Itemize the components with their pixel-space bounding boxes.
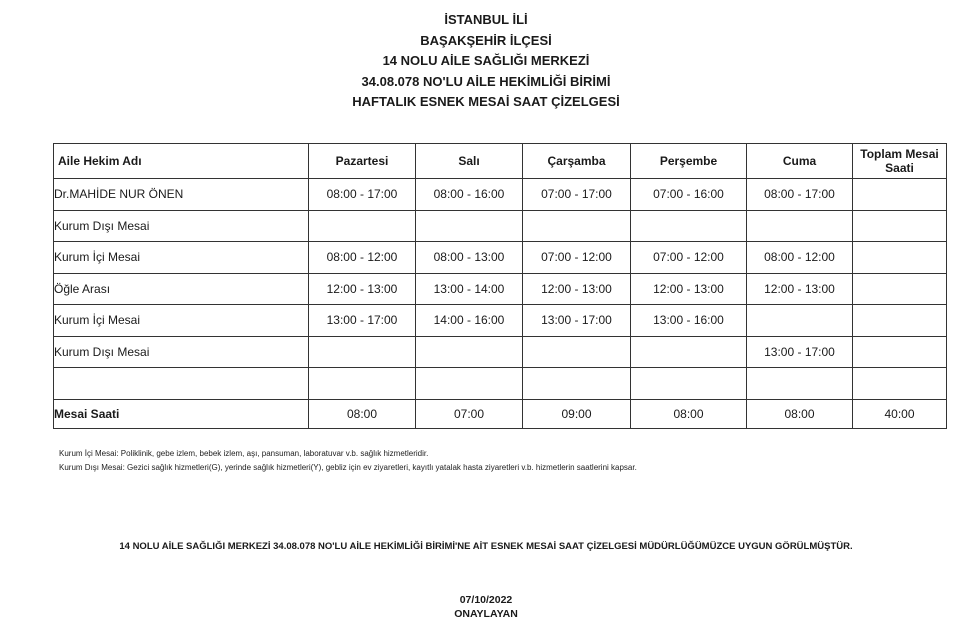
- time-cell: 13:00 - 17:00: [523, 305, 631, 337]
- daily-hours-cell: 07:00: [416, 399, 523, 428]
- time-cell: 13:00 - 16:00: [631, 305, 747, 337]
- total-cell: [853, 242, 947, 274]
- time-cell: 12:00 - 13:00: [523, 273, 631, 305]
- time-cell: 08:00 - 13:00: [416, 242, 523, 274]
- table-row: [54, 273, 947, 305]
- time-cell: 13:00 - 17:00: [309, 305, 416, 337]
- working-hours-label: Mesai Saati: [54, 399, 309, 428]
- daily-hours-cell: 08:00: [309, 399, 416, 428]
- day-header-thursday: Perşembe: [631, 144, 747, 179]
- time-cell: [416, 210, 523, 242]
- row-label: [54, 368, 309, 400]
- header-unit: 34.08.078 NO'LU AİLE HEKİMLİĞİ BİRİMİ: [361, 73, 611, 89]
- daily-hours-cell: 08:00: [631, 399, 747, 428]
- footnote-internal-work: Kurum İçi Mesai: Poliklinik, gebe izlem, bebek izlem, aşı, pansuman, laboratuvar v.b. sağlık hizmetleridir.: [59, 449, 429, 458]
- time-cell: [747, 368, 853, 400]
- time-cell: 12:00 - 13:00: [309, 273, 416, 305]
- table-row: [54, 368, 947, 400]
- table-row: [54, 305, 947, 337]
- total-cell: [853, 368, 947, 400]
- time-cell: [416, 336, 523, 368]
- time-cell: [747, 305, 853, 337]
- time-cell: 08:00 - 12:00: [747, 242, 853, 274]
- time-cell: 07:00 - 16:00: [631, 179, 747, 211]
- time-cell: [523, 210, 631, 242]
- time-cell: 07:00 - 12:00: [523, 242, 631, 274]
- total-hours-header: Toplam Mesai Saati: [853, 144, 947, 179]
- time-cell: [631, 210, 747, 242]
- time-cell: [747, 210, 853, 242]
- approval-date: 07/10/2022: [459, 594, 513, 606]
- row-label: Kurum İçi Mesai: [54, 242, 309, 274]
- time-cell: [523, 336, 631, 368]
- header-schedule-title: HAFTALIK ESNEK MESAİ SAAT ÇİZELGESİ: [352, 94, 620, 110]
- time-cell: 08:00 - 17:00: [309, 179, 416, 211]
- table-row: [54, 242, 947, 274]
- time-cell: 08:00 - 17:00: [747, 179, 853, 211]
- total-cell: [853, 179, 947, 211]
- day-header-wednesday: Çarşamba: [523, 144, 631, 179]
- working-hours-row: [54, 399, 947, 428]
- header-health-center: 14 NOLU AİLE SAĞLIĞI MERKEZİ: [382, 53, 590, 69]
- day-header-tuesday: Salı: [416, 144, 523, 179]
- total-cell: [853, 273, 947, 305]
- row-label: Dr.MAHİDE NUR ÖNEN: [54, 179, 309, 211]
- time-cell: 07:00 - 12:00: [631, 242, 747, 274]
- daily-hours-cell: 09:00: [523, 399, 631, 428]
- name-column-header: Aile Hekim Adı: [54, 144, 309, 179]
- time-cell: 08:00 - 12:00: [309, 242, 416, 274]
- time-cell: [631, 336, 747, 368]
- approver-label: ONAYLAYAN: [454, 608, 518, 620]
- time-cell: 12:00 - 13:00: [631, 273, 747, 305]
- time-cell: 13:00 - 17:00: [747, 336, 853, 368]
- row-label: Öğle Arası: [54, 273, 309, 305]
- signoff-block: [0, 593, 972, 621]
- header-district: BAŞAKŞEHİR İLÇESİ: [420, 32, 552, 48]
- table-row: [54, 179, 947, 211]
- table-header-row: [54, 144, 947, 179]
- row-label: Kurum Dışı Mesai: [54, 210, 309, 242]
- daily-hours-cell: 08:00: [747, 399, 853, 428]
- time-cell: 14:00 - 16:00: [416, 305, 523, 337]
- time-cell: [631, 368, 747, 400]
- total-cell: [853, 305, 947, 337]
- table-row: [54, 336, 947, 368]
- time-cell: 07:00 - 17:00: [523, 179, 631, 211]
- time-cell: 13:00 - 14:00: [416, 273, 523, 305]
- time-cell: [309, 210, 416, 242]
- time-cell: 12:00 - 13:00: [747, 273, 853, 305]
- schedule-table: [53, 143, 947, 429]
- header-province: İSTANBUL İLİ: [444, 12, 528, 27]
- table-row: [54, 210, 947, 242]
- time-cell: [309, 368, 416, 400]
- total-cell: [853, 210, 947, 242]
- weekly-total-cell: 40:00: [853, 399, 947, 428]
- row-label: Kurum Dışı Mesai: [54, 336, 309, 368]
- time-cell: [523, 368, 631, 400]
- total-cell: [853, 336, 947, 368]
- footnotes: [59, 447, 637, 474]
- approval-statement: 14 NOLU AİLE SAĞLIĞI MERKEZİ 34.08.078 NO'LU AİLE HEKİMLİĞİ BİRİMİ'NE AİT ESNEK MESAİ SAAT ÇİZELGESİ MÜDÜRLÜĞÜMÜZCE UYGUN GÖRÜLMÜŞTÜR.: [119, 541, 853, 552]
- document-header: [0, 10, 972, 113]
- footnote-external-work: Kurum Dışı Mesai: Gezici sağlık hizmetleri(G), yerinde sağlık hizmetleri(Y), gebliz için ev ziyaretleri, kayıtlı yatalak hasta ziyaretleri v.b. hizmetlerin saatlerini kapsar.: [59, 462, 637, 472]
- time-cell: [309, 336, 416, 368]
- row-label: Kurum İçi Mesai: [54, 305, 309, 337]
- day-header-friday: Cuma: [747, 144, 853, 179]
- day-header-monday: Pazartesi: [309, 144, 416, 179]
- time-cell: [416, 368, 523, 400]
- time-cell: 08:00 - 16:00: [416, 179, 523, 211]
